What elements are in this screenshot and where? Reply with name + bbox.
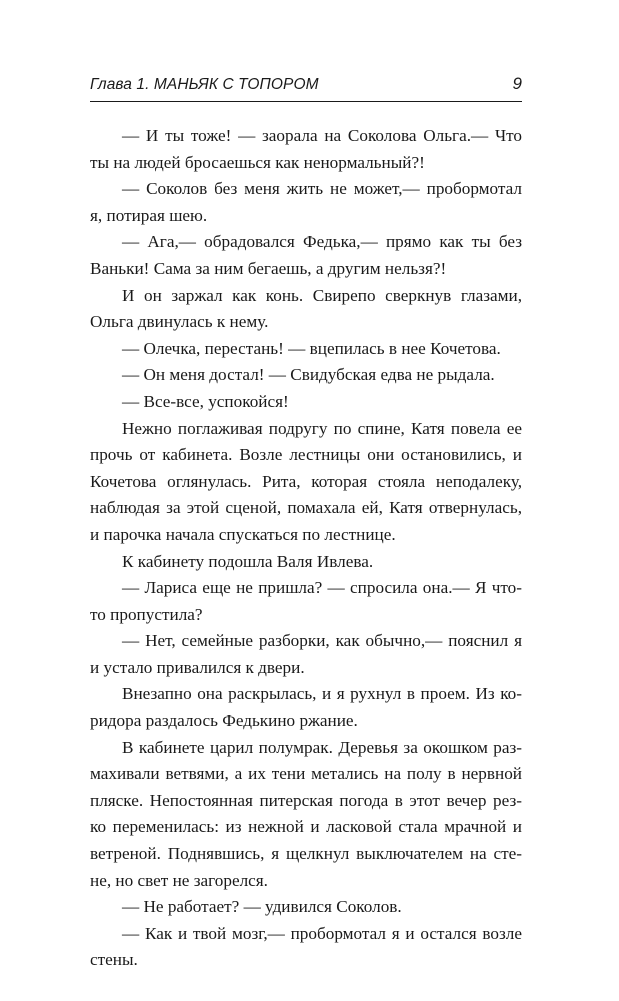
text-line: Кочетова оглянулась. Рита, которая стояла неподалеку, (90, 471, 522, 491)
text-line: — Как и твой мозг,— пробормотал я и остался возле (122, 923, 522, 943)
text-line: пляске. Непостоянная питерская погода в этот вечер рез- (90, 790, 522, 810)
text-line: Ольга двинулась к нему. (90, 312, 269, 332)
paragraph (90, 176, 522, 229)
text-line: — Он меня достал! — Свидубская едва не рыдала. (122, 365, 495, 385)
text-line: — Не работает? — удивился Соколов. (122, 897, 402, 917)
text-line: не, но свет не загорелся. (90, 870, 268, 890)
paragraph (90, 283, 522, 336)
text-line: — Нет, семейные разборки, как обычно,— пояснил я (122, 631, 522, 651)
text-line: — Ага,— обрадовался Федька,— прямо как ты без (122, 232, 522, 252)
paragraph (90, 628, 522, 681)
running-header (90, 76, 522, 98)
paragraph (90, 681, 522, 734)
text-line: Внезапно она раскрылась, и я рухнул в проем. Из ко- (122, 684, 522, 704)
running-title: Глава 1. МАНЬЯК С ТОПОРОМ (90, 76, 319, 93)
text-line: прочь от кабинета. Возле лестницы они остановились, и (90, 445, 522, 465)
paragraph (90, 229, 522, 282)
text-line: ридора раздалось Федькино ржание. (90, 711, 358, 731)
paragraph (90, 416, 522, 549)
text-line: махивали ветвями, а их тени метались на полу в нервной (90, 764, 522, 784)
header-rule (90, 101, 522, 102)
paragraph (90, 336, 522, 363)
text-line: то пропустила? (90, 604, 203, 624)
text-line: ветреной. Поднявшись, я щелкнул выключателем на сте- (90, 844, 522, 864)
text-line: и устало привалился к двери. (90, 657, 305, 677)
paragraph (90, 549, 522, 576)
paragraph (90, 735, 522, 895)
text-line: — Соколов без меня жить не может,— пробормотал (122, 179, 522, 199)
text-line: наблюдая за этой сценой, помахала ей, Катя отвернулась, (90, 498, 522, 518)
text-line: Нежно поглаживая подругу по спине, Катя повела ее (122, 418, 522, 438)
page-number: 9 (512, 74, 522, 93)
paragraph (90, 894, 522, 921)
paragraph (90, 362, 522, 389)
text-line: я, потирая шею. (90, 205, 208, 225)
text-line: К кабинету подошла Валя Ивлева. (122, 551, 374, 571)
text-line: ты на людей бросаешься как ненормальный?! (90, 152, 425, 172)
text-line: В кабинете царил полумрак. Деревья за окошком раз- (122, 737, 522, 757)
text-line: — Все-все, успокойся! (122, 391, 289, 411)
paragraph (90, 921, 522, 974)
paragraph (90, 123, 522, 176)
text-line: — Лариса еще не пришла? — спросила она.— Я что- (122, 578, 522, 598)
text-line: стены. (90, 950, 138, 970)
paragraph (90, 575, 522, 628)
text-line: ко переменилась: из нежной и ласковой стала мрачной и (90, 817, 522, 837)
paragraph (90, 389, 522, 416)
text-line: — И ты тоже! — заорала на Соколова Ольга.— Что (122, 126, 522, 145)
text-line: И он заржал как конь. Свирепо сверкнув глазами, (122, 285, 522, 305)
text-line: и парочка начала спускаться по лестнице. (90, 524, 396, 544)
body-text (90, 123, 522, 974)
text-line: Ваньки! Сама за ним бегаешь, а другим нельзя?! (90, 258, 447, 278)
text-line: — Олечка, перестань! — вцепилась в нее Кочетова. (122, 338, 501, 358)
